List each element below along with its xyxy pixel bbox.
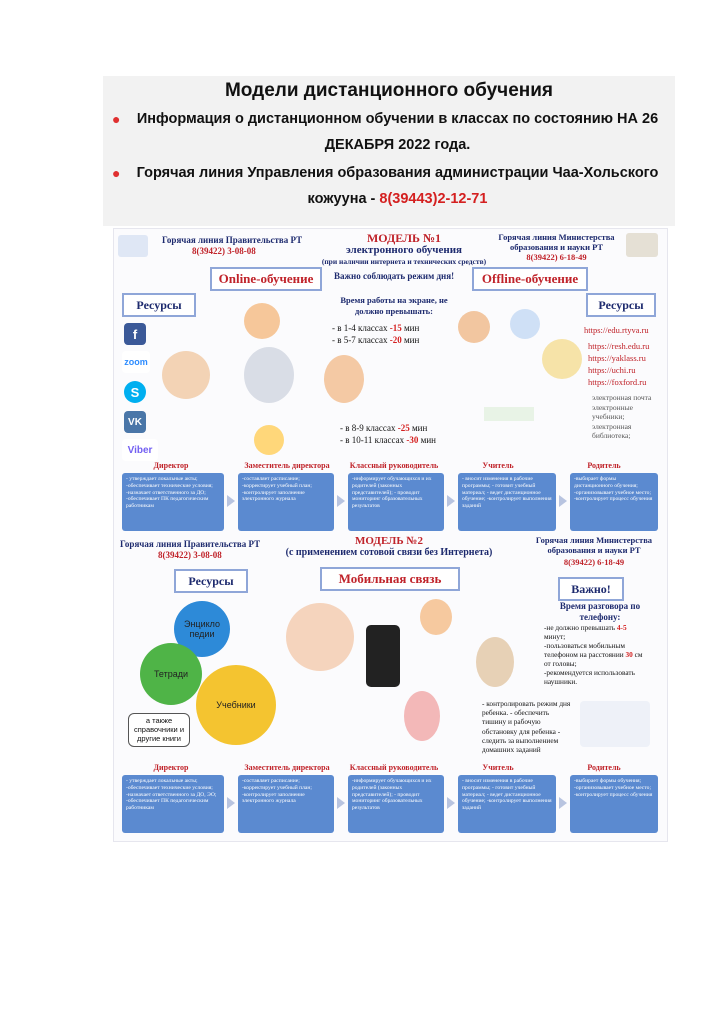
model2-title: МОДЕЛЬ №2 <box>355 535 423 547</box>
hotline-gov-phone-2: 8(39422) 3-08-08 <box>158 550 222 560</box>
model1-subtitle: электронного обучения <box>345 244 463 256</box>
hotline-ministry-title: Горячая линия Министерства образования и науки РТ <box>498 232 615 252</box>
arrow-icon <box>559 495 567 507</box>
bullet-icon: ● <box>112 165 121 181</box>
director-duties: - утверждает локальные акты; -обеспечивает технические условия; -назначает ответственного за ДО; -обеспечивает ПК педагогическим работникам <box>122 473 224 531</box>
link-foxford[interactable]: https://foxford.ru <box>588 377 647 387</box>
director-duties-2: - утверждает локальные акты; -обеспечивает технические условия; -назначает ответственного за ДО, ЭО; -обеспечивает ПК педагогическим работникам <box>122 775 224 833</box>
other-books-note: а также справочники и другие книги <box>128 713 190 747</box>
arrow-icon <box>559 797 567 809</box>
arrow-icon <box>227 495 235 507</box>
computer-icon <box>118 235 148 257</box>
link-resh[interactable]: https://resh.edu.ru <box>588 341 650 351</box>
viber-icon[interactable]: Viber <box>122 439 158 461</box>
online-learning-label: Online-обучение <box>210 267 322 291</box>
teacher-duties: - вносит изменения в рабочие программы; - готовит учебный материал; - ведет дистанционное обучение; -контролирует выполнения заданий <box>458 473 556 531</box>
parent-duties: -выбирает формы дистанционного обучения; -организовывает учебное место; -контролирует процесс обучения <box>570 473 658 531</box>
vk-icon[interactable]: VK <box>124 411 146 433</box>
arrow-icon <box>337 797 345 809</box>
mobile-connection-label: Мобильная связь <box>320 567 460 591</box>
gear-textbooks: Учебники <box>196 665 276 745</box>
important-label: Важно! <box>558 577 624 601</box>
call-time-title: Время разговора по телефону: <box>559 601 641 622</box>
resources-label-2: Ресурсы <box>174 569 248 593</box>
boy-on-phone-illustration <box>420 599 452 635</box>
role-parent: Родитель <box>587 461 621 470</box>
deputy-duties: -составляет расписание; -корректирует учебный план; -контролирует заполнение электронного журнала <box>238 473 334 531</box>
arrow-icon <box>227 797 235 809</box>
zoom-icon[interactable]: zoom <box>122 351 150 373</box>
arrow-icon <box>337 495 345 507</box>
teacher-illustration <box>244 347 294 403</box>
offline-learner-illustration <box>542 339 582 379</box>
arrow-icon <box>447 495 455 507</box>
info-bullet <box>112 106 665 158</box>
offline-student-illustration <box>458 311 490 343</box>
model2-subtitle: (с применением сотовой связи без Интернета) <box>285 547 493 558</box>
hotline-text: Горячая линия Управления образования администрации Чаа-Хольского кожууна - <box>136 165 659 207</box>
regime-note: Важно соблюдать режим дня! <box>334 271 455 281</box>
info-text: Информация о дистанционном обучении в классах по состоянию НА 26 ДЕКАБРЯ 2022 года. <box>136 111 659 153</box>
screen-time-title: Время работы на экране, не должно превышать: <box>340 295 448 316</box>
offline-pc-illustration <box>510 309 540 339</box>
video-call-icon <box>626 233 658 257</box>
hotline-bullet <box>112 160 665 212</box>
screen-time-1-4: - в 1-4 классах -15 мин <box>332 323 420 333</box>
offline-learning-label: Offline-обучение <box>472 267 588 291</box>
kid-illustration <box>254 425 284 455</box>
role-class-teacher: Классный руководитель <box>349 461 439 470</box>
skype-icon[interactable]: S <box>124 381 146 403</box>
call-rule-2: -пользоваться мобильным телефоном на расстоянии 30 см от головы; <box>544 641 643 668</box>
role-teacher: Учитель <box>482 461 514 470</box>
role-director-2: Директор <box>153 763 189 772</box>
parent-tasks: - контролировать режим дня ребенка. - обеспечить тишину и рабочую обстановку для ребенка - следить за выполнением домашних заданий <box>482 699 571 755</box>
role-deputy-2: Заместитель директора <box>244 763 330 772</box>
hotline-ministry-phone: 8(39422) 6-18-49 <box>526 252 587 262</box>
screen-time-5-7: - в 5-7 классах -20 мин <box>332 335 420 345</box>
header-panel <box>103 76 675 226</box>
hotline-gov-phone: 8(39422) 3-08-08 <box>192 246 256 256</box>
deputy-duties-2: -составляет расписание; -корректирует учебный план; -контролирует заполнение электронного журнала <box>238 775 334 833</box>
link-uchi[interactable]: https://uchi.ru <box>588 365 636 375</box>
child-at-computer-illustration <box>162 351 210 399</box>
gear-notebooks: Тетради <box>140 643 202 705</box>
operator-illustration <box>286 603 354 671</box>
screen-time-10-11: - в 10-11 классах -30 мин <box>340 435 436 445</box>
clock-illustration <box>580 701 650 747</box>
teacher-duties-2: - вносит изменения в рабочие программы; - готовит учебный материал; - ведет дистанционное обучение; -контролирует выполнения заданий <box>458 775 556 833</box>
screen-time-8-9: - в 8-9 классах -25 мин <box>340 423 428 433</box>
link-edu-rtyva[interactable]: https://edu.rtyva.ru <box>584 325 649 335</box>
role-director: Директор <box>153 461 189 470</box>
model1-note: (при наличии интернета и технических средств) <box>321 257 487 266</box>
call-rule-1: -не должно превышать 4-5 минут; <box>544 623 627 641</box>
hotline-ministry-phone-2: 8(39422) 6-18-49 <box>563 557 625 567</box>
call-rule-3: -рекомендуется использовать наушники. <box>544 668 635 686</box>
platform-logos <box>484 407 534 421</box>
parent-duties-2: -выбирает формы обучения; -организовывает учебное место; -контролирует процесс обучения <box>570 775 658 833</box>
bullet-icon: ● <box>112 111 121 127</box>
resources-left-label: Ресурсы <box>122 293 196 317</box>
other-resources: электронная почта электронные учебники; электронная библиотека; <box>592 393 652 440</box>
girl-on-phone-illustration <box>404 691 440 741</box>
role-deputy: Заместитель директора <box>244 461 330 470</box>
role-class-teacher-2: Классный руководитель <box>349 763 439 772</box>
schoolboy-illustration <box>476 637 514 687</box>
hotline-gov-title: Горячая линия Правительства РТ <box>162 235 303 245</box>
page-title: Модели дистанционного обучения <box>224 80 554 101</box>
arrow-icon <box>447 797 455 809</box>
model1-title: МОДЕЛЬ №1 <box>366 231 442 245</box>
student-illustration <box>244 303 280 339</box>
infographic-poster <box>113 228 668 842</box>
role-teacher-2: Учитель <box>482 763 514 772</box>
gear-encyclopedia: Энцикло педии <box>174 601 230 657</box>
hotline-ministry-title-2: Горячая линия Министерства образования и науки РТ <box>535 535 653 555</box>
link-yaklass[interactable]: https://yaklass.ru <box>588 353 646 363</box>
boy-with-tablet-illustration <box>324 355 364 403</box>
call-rules <box>544 623 648 686</box>
class-teacher-duties: -информирует обучающихся и их родителей (законных представителей); - проводит мониторинг образовательных результатов <box>348 473 444 531</box>
facebook-icon[interactable]: f <box>124 323 146 345</box>
role-parent-2: Родитель <box>587 763 621 772</box>
resources-right-label: Ресурсы <box>586 293 656 317</box>
hotline-phone[interactable]: 8(39443)2-12-71 <box>379 191 488 207</box>
mobile-phone-illustration <box>366 625 400 687</box>
class-teacher-duties-2: -информирует обучающихся и их родителей (законных представителей); - проводит мониторинг образовательных результатов <box>348 775 444 833</box>
hotline-gov-title-2: Горячая линия Правительства РТ <box>120 539 261 549</box>
